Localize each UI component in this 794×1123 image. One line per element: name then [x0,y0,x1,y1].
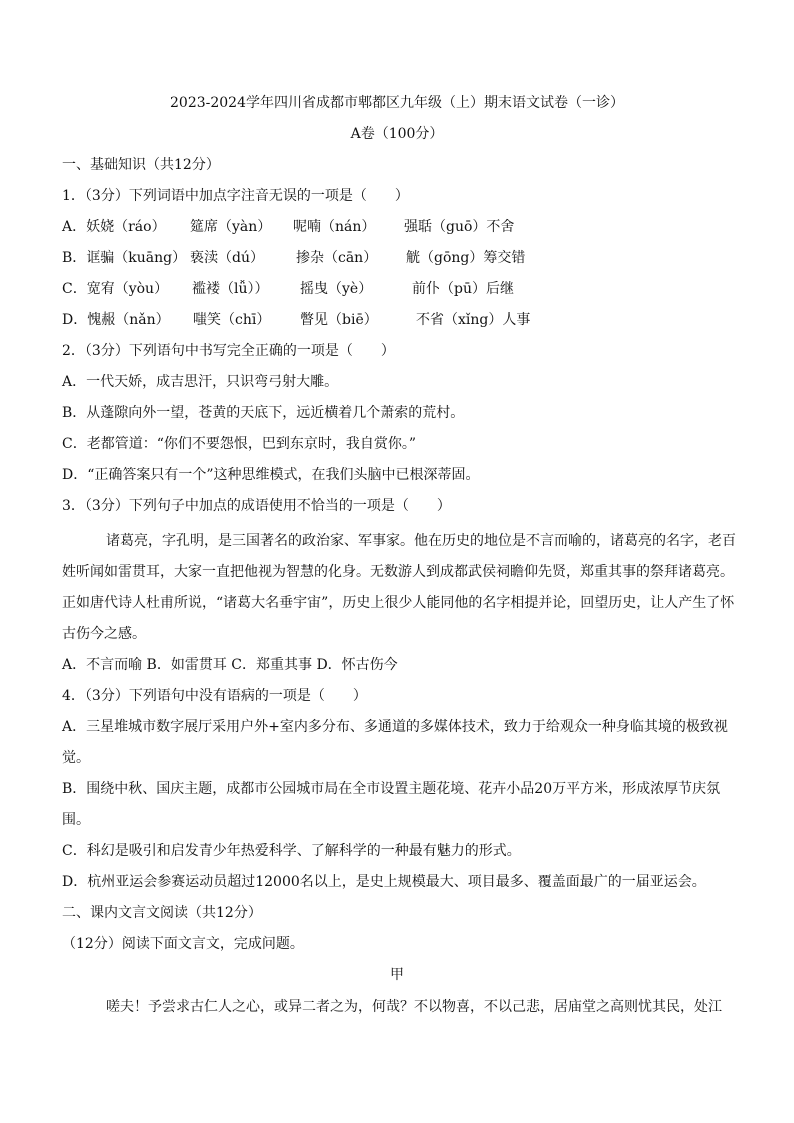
q3-passage-line-3: 正如唐代诗人杜甫所说，“诸葛大名垂宇宙”，历史上很少人能同他的名字相提并论，回望历史，让人产生了怀 [62,595,735,611]
q1-c-word3: 摇曳（yè） [300,281,373,297]
section-1-heading: 一、基础知识（共12分） [62,157,220,173]
q2-option-c: C．老都管道：“你们不要怨恨，巴到东京时，我自赏你。” [62,436,417,452]
q3-options: A．不言而喻 B．如雷贯耳 C．郑重其事 D．怀古伤今 [62,657,398,673]
q1-stem: 1．（3分）下列词语中加点字注音无误的一项是（ ） [62,188,409,204]
q1-b-word4: 觥（gōng）筹交错 [406,250,526,266]
q1-d-word2: 嗤笑（chī） [193,312,271,328]
q3-passage-line-1: 诸葛亮，字孔明，是三国著名的政治家、军事家。他在历史的地位是不言而喻的，诸葛亮的名字，老百 [106,533,736,549]
passage-jia-label: 甲 [390,967,404,983]
q1-b-word3: 掺杂（cān） [296,250,378,266]
q1-d-word1: D．愧赧（nǎn） [62,312,170,328]
q2-option-d: D．“正确答案只有一个”这种思维模式，在我们头脑中已根深蒂固。 [62,467,480,483]
q1-b-word2: 亵渎（dú） [190,250,264,266]
q1-c-word4: 前仆（pū）后继 [412,281,514,297]
q4-option-d: D．杭州亚运会参赛运动员超过12000名以上，是史上规模最大、项目最多、覆盖面最广的一届亚运会。 [62,874,706,890]
exam-subtitle: A卷（100分） [350,126,444,142]
q3-passage-line-2: 姓听闻如雷贯耳，大家一直把他视为智慧的化身。无数游人到成都武侯祠瞻仰先贤，郑重其事的祭拜诸葛亮。 [62,564,734,580]
q1-a-word1: A．妖娆（ráo） [62,219,166,235]
q2-stem: 2．（3分）下列语句中书写完全正确的一项是（ ） [62,343,395,359]
passage-jia-text: 嗟夫！予尝求古仁人之心，或异二者之为，何哉？不以物喜，不以己悲，居庙堂之高则忧其民，处江 [106,999,722,1015]
q4-option-b-cont: 围。 [62,812,90,828]
q2-option-b: B．从蓬隙向外一望，苍黄的天底下，远近横着几个萧索的荒村。 [62,405,465,421]
q1-a-word3: 呢喃（nán） [293,219,376,235]
q3-stem: 3．（3分）下列句子中加点的成语使用不恰当的一项是（ ） [62,498,451,514]
q4-option-c: C．科幻是吸引和启发青少年热爱科学、了解科学的一种最有魅力的形式。 [62,843,521,859]
q1-b-word1: B．诓骗（kuāng） [62,250,187,266]
q4-option-a-cont: 觉。 [62,750,90,766]
q4-stem: 4．（3分）下列语句中没有语病的一项是（ ） [62,688,367,704]
q1-a-word2: 筵席（yàn） [190,219,272,235]
q4-option-b: B．围绕中秋、国庆主题，成都市公园城市局在全市设置主题花境、花卉小品20万平方米，形成浓厚节庆氛 [62,781,721,797]
q1-a-word4: 强聒（guō）不舍 [404,219,515,235]
q3-passage-line-4: 古伤今之感。 [62,626,146,642]
q1-c-word1: C．宽宥（yòu） [62,281,169,297]
q1-d-word4: 不省（xǐng）人事 [416,312,531,328]
exam-title: 2023-2024学年四川省成都市郫都区九年级（上）期末语文试卷（一诊） [170,95,624,111]
q1-d-word3: 瞥见（biē） [300,312,378,328]
q4-option-a: A．三星堆城市数字展厅采用户外+室内多分布、多通道的多媒体技术，致力于给观众一种身临其境的极致视 [62,719,728,735]
q5-stem: （12分）阅读下面文言文，完成问题。 [62,936,304,952]
section-2-heading: 二、课内文言文阅读（共12分） [62,905,262,921]
q1-c-word2: 褴褛（lǚ）） [192,281,269,297]
q2-option-a: A．一代天娇，成吉思汗，只识弯弓射大雕。 [62,374,339,390]
